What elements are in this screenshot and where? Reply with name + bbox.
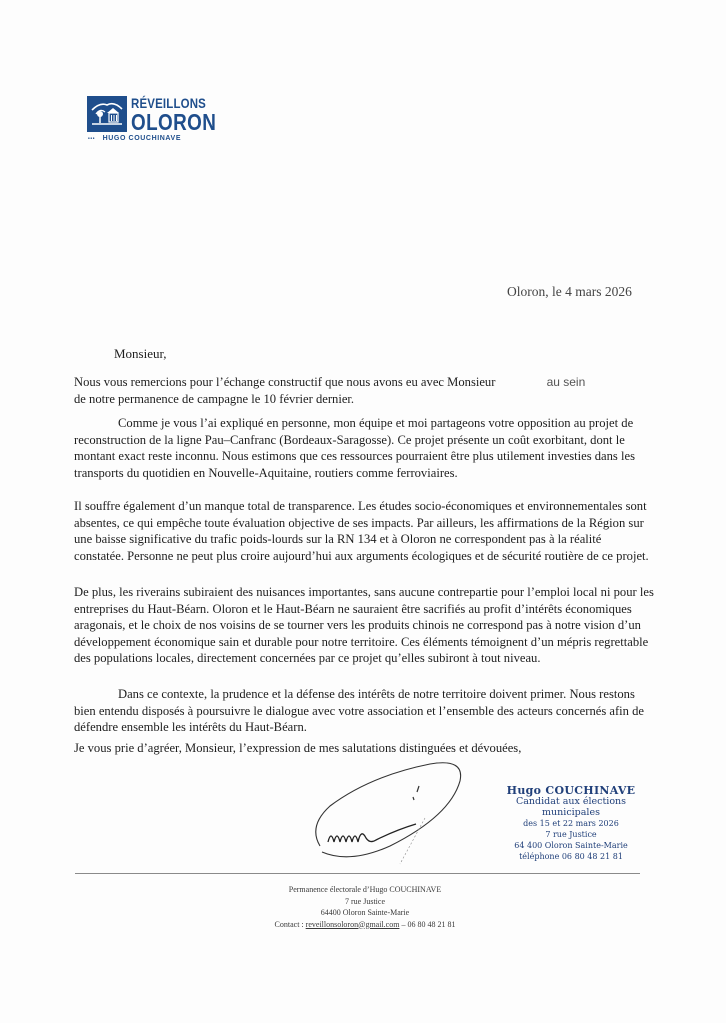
houses-trees-icon [87,96,127,132]
footer-contact [230,919,500,931]
signature-stamp [486,785,656,862]
paragraph-5-text: Dans ce contexte, la prudence et la défense des intérêts de notre territoire doivent primer. Nous restons bien entendu disposés à poursuivre le dialogue avec votre association et l’ensemble des acteurs concernés afin de défendre ensemble les intérêts du Haut-Béarn. [74,687,645,735]
paragraph-3-text: Il souffre également d’un manque total de transparence. Les études socio-économiques et environnementales sont absentes, ce qui empêche toute évaluation objective de ses impacts. Par ailleurs, les affirmations de la Région sur une baisse significative du trafic poids-lourds sur la RN 134 et à Oloron ne correspondent pas à la réalité constatée. Personne ne peut plus croire aujourd’hui aux arguments écologiques et de sécurité routière de ce projet. [74,499,649,563]
letterhead-logo [87,96,235,134]
letter-date: Oloron, le 4 mars 2026 [507,284,632,299]
handwritten-signature-icon [300,756,470,881]
footer-phone: – 06 80 48 21 81 [399,919,456,929]
paragraph-3 [74,498,654,564]
footer-divider [75,873,640,874]
paragraph-4-text: De plus, les riverains subiraient des nuisances importantes, sans aucune contrepartie pour l’emploi local ni pour les entreprises du Haut-Béarn. Oloron et le Haut-Béarn ne sauraient être sacrifiés au profit d’intérêts économiques aragonais, et le choix de nos voisins de se tourner vers les produits chinois ne correspond pas à notre vision d’un développement économique sain et durable pour notre territoire. Ces éléments témoignent d’un mépris regrettable des populations locales, directement concernées par ce projet qu’elles subiront à tout niveau. [74,585,654,666]
footer-contact-label: Contact : [274,919,306,929]
logo-sub-name: HUGO COUCHINAVE [102,135,182,142]
paragraph-1-insert: au sein [546,375,586,389]
logo-sub-dots: ••• [88,136,96,142]
signatory-street: 7 rue Justice [545,830,597,839]
paragraph-1-end: de notre permanence de campagne le 10 février dernier. [74,391,355,406]
paragraph-2 [74,415,654,481]
signatory-phone: téléphone 06 80 48 21 81 [519,852,623,861]
closing-formula-text: Je vous prie d’agréer, Monsieur, l’expression de mes salutations distinguées et dévouées, [74,741,522,755]
salutation: Monsieur, [114,346,167,361]
footer-email-link[interactable]: reveillonsoloron@gmail.com [305,919,400,929]
paragraph-1 [74,374,654,407]
paragraph-2-text: Comme je vous l’ai expliqué en personne, mon équipe et moi partageons votre opposition au projet de reconstruction de la ligne Pau–Canfranc (Bordeaux-Saragosse). Ce projet présente un coût exorbitant, dont le montant exact reste inconnu. Nous estimons que ces ressources pourraient être plus utilement investies dans les transports du quotidien en Nouvelle-Aquitaine, routiers comme ferroviaires. [74,416,635,480]
logo-title-line1: RÉVEILLONS [131,95,207,111]
election-dates: des 15 et 22 mars 2026 [523,819,619,828]
paragraph-5 [74,686,654,736]
logo-subtitle [88,135,181,142]
footer-street: 7 rue Justice [345,896,385,906]
footer-office: Permanence électorale d’Hugo COUCHINAVE [288,885,442,894]
signatory-title: Candidat aux élections municipales [515,796,627,818]
footer-city: 64400 Oloron Sainte-Marie [320,908,410,917]
paragraph-1-start: Nous vous remercions pour l’échange constructif que nous avons eu avec Monsieur [74,375,499,389]
logo-title-line2: OLORON [131,109,217,135]
closing-formula [74,740,654,757]
footer [230,884,500,930]
signatory-name: Hugo COUCHINAVE [506,784,636,797]
paragraph-4 [74,584,654,667]
signatory-city: 64 400 Oloron Sainte-Marie [514,841,628,850]
